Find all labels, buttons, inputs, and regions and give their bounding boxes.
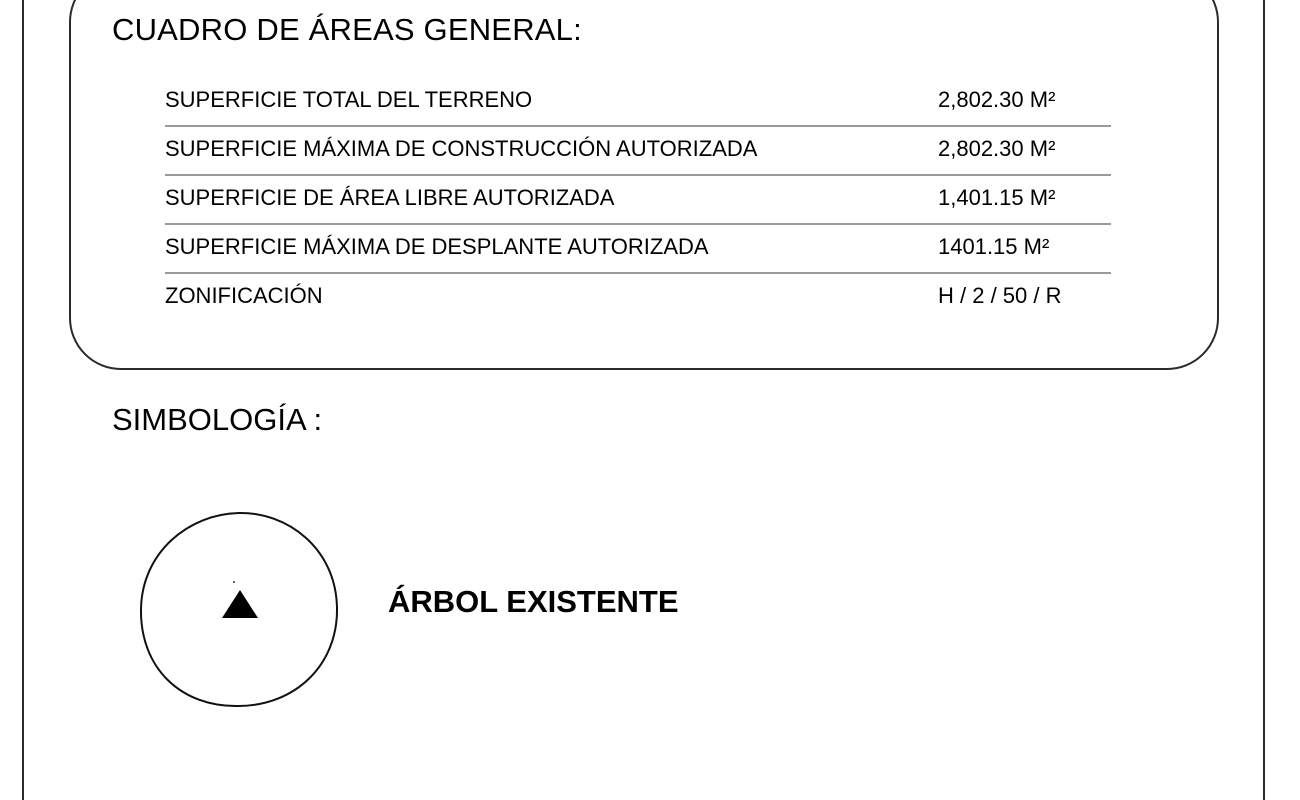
areas-table [165, 78, 1111, 323]
area-row-label: SUPERFICIE MÁXIMA DE CONSTRUCCIÓN AUTORIZADA [165, 136, 758, 161]
tree-legend-label: ÁRBOL EXISTENTE [388, 584, 679, 619]
area-row-value: 2,802.30 M² [938, 136, 1056, 161]
symbology-title: SIMBOLOGÍA : [112, 402, 323, 437]
area-row-value: 1,401.15 M² [938, 185, 1056, 210]
area-row-label: SUPERFICIE DE ÁREA LIBRE AUTORIZADA [165, 185, 615, 210]
area-row-label: SUPERFICIE TOTAL DEL TERRENO [165, 87, 533, 112]
area-row-total-terreno [165, 78, 1111, 127]
area-row-max-construccion [165, 127, 1111, 176]
area-row-max-desplante [165, 225, 1111, 274]
area-row-label: SUPERFICIE MÁXIMA DE DESPLANTE AUTORIZADA [165, 234, 709, 259]
area-row-value: 1401.15 M² [938, 234, 1050, 259]
area-row-zonificacion [165, 274, 1111, 323]
area-row-area-libre [165, 176, 1111, 225]
area-row-value: 2,802.30 M² [938, 87, 1056, 112]
area-row-value: H / 2 / 50 / R [938, 283, 1062, 308]
area-row-label: ZONIFICACIÓN [165, 283, 323, 308]
areas-title: CUADRO DE ÁREAS GENERAL: [112, 12, 582, 47]
tree-circle-triangle-icon [137, 510, 341, 710]
